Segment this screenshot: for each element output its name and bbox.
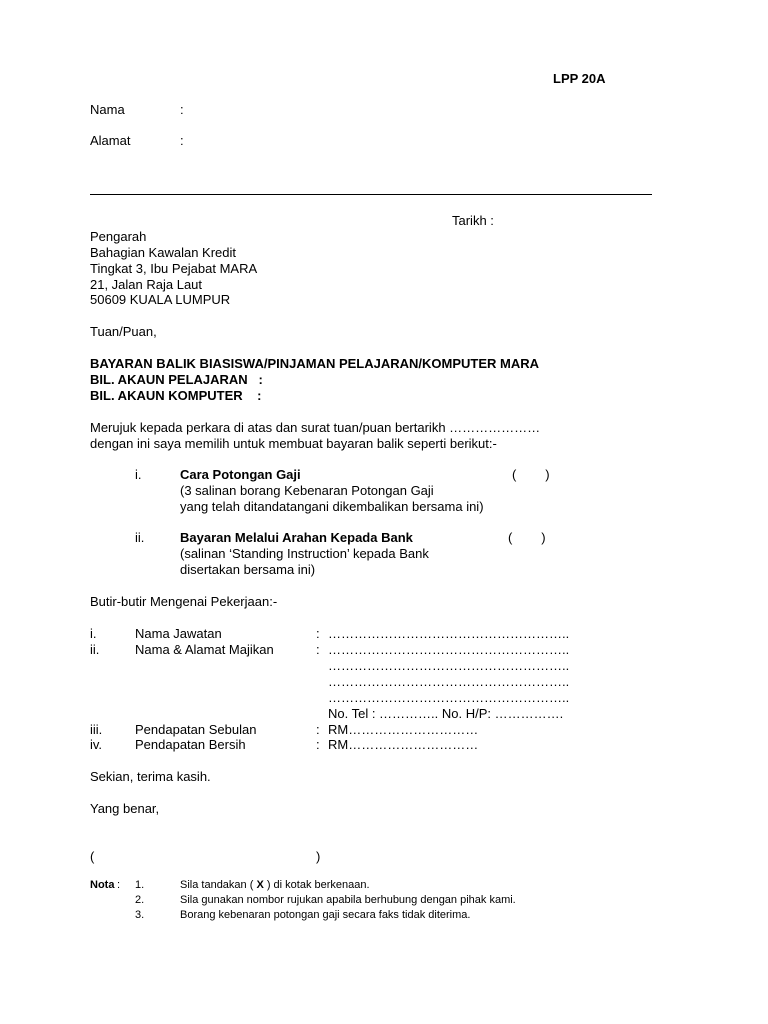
- recipient-line: Tingkat 3, Ibu Pejabat MARA: [90, 261, 258, 276]
- option-number: ii.: [135, 530, 145, 545]
- note-text: Sila gunakan nombor rujukan apabila berhubung dengan pihak kami.: [180, 894, 516, 906]
- row-label: Pendapatan Sebulan: [135, 722, 257, 737]
- name-colon: :: [180, 102, 184, 117]
- row-number: iv.: [90, 737, 103, 752]
- note-number: 3.: [135, 909, 145, 921]
- row-colon: :: [316, 642, 320, 657]
- note-number: 1.: [135, 879, 145, 891]
- row-label: Nama & Alamat Majikan: [135, 642, 274, 657]
- signature-bracket-open: (: [90, 849, 95, 864]
- option-description: (3 salinan borang Kebenaran Potongan Gaji: [180, 483, 434, 498]
- sign-off: Yang benar,: [90, 801, 160, 816]
- computer-account-label: BIL. AKAUN KOMPUTER :: [90, 388, 262, 403]
- option-title: Cara Potongan Gaji: [180, 467, 301, 482]
- row-value[interactable]: RM…………………………: [328, 722, 479, 737]
- address-label: Alamat: [90, 133, 131, 148]
- note-text: [180, 878, 370, 893]
- intro-line: dengan ini saya memilih untuk membuat bayaran balik seperti berikut:-: [90, 436, 497, 451]
- row-number: i.: [90, 626, 97, 641]
- note-mark-x: X: [256, 879, 264, 891]
- notes-label: Nota: [90, 879, 115, 891]
- row-value[interactable]: RM…………………………: [328, 737, 479, 752]
- address-colon: :: [180, 133, 184, 148]
- student-account-label: BIL. AKAUN PELAJARAN :: [90, 372, 263, 387]
- row-number: ii.: [90, 642, 100, 657]
- row-colon: :: [316, 722, 320, 737]
- recipient-line: Pengarah: [90, 229, 147, 244]
- row-label: Pendapatan Bersih: [135, 737, 246, 752]
- row-colon: :: [316, 737, 320, 752]
- separator-line: [90, 194, 652, 195]
- option-checkbox[interactable]: ( ): [512, 467, 550, 482]
- note-number: 2.: [135, 894, 145, 906]
- option-description: disertakan bersama ini): [180, 562, 316, 577]
- row-label: Nama Jawatan: [135, 626, 222, 641]
- row-value[interactable]: ………………………………………………..: [328, 642, 570, 657]
- signature-bracket-close: ): [316, 849, 321, 864]
- date-label: Tarikh :: [452, 213, 494, 228]
- name-label: Nama: [90, 102, 125, 117]
- salutation: Tuan/Puan,: [90, 324, 157, 339]
- option-description: (salinan ‘Standing Instruction’ kepada Bank: [180, 546, 429, 561]
- employment-heading: Butir-butir Mengenai Pekerjaan:-: [90, 594, 278, 609]
- note-text-pre: Sila tandakan (: [180, 879, 257, 891]
- note-text-post: ) di kotak berkenaan.: [263, 879, 370, 891]
- row-value[interactable]: ………………………………………………..: [328, 674, 570, 689]
- recipient-line: 50609 KUALA LUMPUR: [90, 292, 231, 307]
- option-checkbox[interactable]: ( ): [508, 530, 546, 545]
- row-colon: :: [316, 626, 320, 641]
- notes-colon: :: [117, 879, 121, 891]
- phone-line[interactable]: No. Tel : ………….. No. H/P: …………….: [328, 706, 564, 721]
- recipient-line: Bahagian Kawalan Kredit: [90, 245, 236, 260]
- option-title: Bayaran Melalui Arahan Kepada Bank: [180, 530, 413, 545]
- option-description: yang telah ditandatangani dikembalikan bersama ini): [180, 499, 484, 514]
- row-value[interactable]: ………………………………………………..: [328, 658, 570, 673]
- intro-line: Merujuk kepada perkara di atas dan surat tuan/puan bertarikh …………………: [90, 420, 541, 435]
- row-value[interactable]: ………………………………………………..: [328, 626, 570, 641]
- recipient-line: 21, Jalan Raja Laut: [90, 277, 203, 292]
- row-value[interactable]: ………………………………………………..: [328, 690, 570, 705]
- note-text: Borang kebenaran potongan gaji secara faks tidak diterima.: [180, 909, 471, 921]
- subject-title: BAYARAN BALIK BIASISWA/PINJAMAN PELAJARAN/KOMPUTER MARA: [90, 356, 540, 371]
- row-number: iii.: [90, 722, 103, 737]
- option-number: i.: [135, 467, 142, 482]
- form-code: LPP 20A: [553, 71, 606, 86]
- closing-text: Sekian, terima kasih.: [90, 769, 211, 784]
